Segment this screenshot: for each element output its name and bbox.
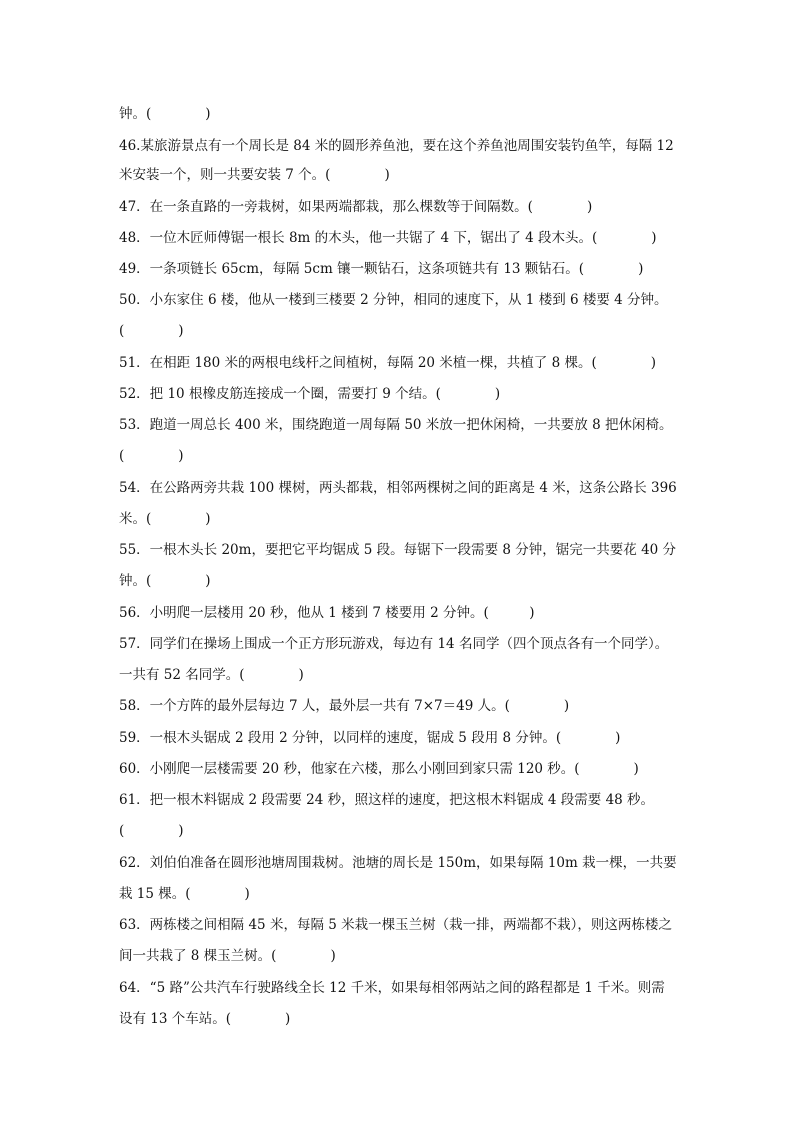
question-49: 49．一条项链长 65cm，每隔 5cm 镶一颗钻石，这条项链共有 13 颗钻石。( ) [119, 261, 644, 277]
question-46-line-2: 米安装一个，则一共要安装 7 个。( ) [119, 167, 390, 183]
question-58: 58．一个方阵的最外层每边 7 人，最外层一共有 7×7＝49 人。( ) [119, 698, 570, 714]
question-56: 56．小明爬一层楼用 20 秒，他从 1 楼到 7 楼要用 2 分钟。( ) [119, 605, 535, 621]
question-54-line-2: 米。( ) [119, 511, 211, 527]
question-55-line-2: 钟。( ) [119, 573, 211, 589]
question-50-line-1: 50．小东家住 6 楼，他从一楼到三楼要 2 分钟，相同的速度下，从 1 楼到 6 楼要 4 分钟。 [119, 292, 668, 308]
question-51: 51．在相距 180 米的两根电线杆之间植树，每隔 20 米植一棵，共植了 8 棵。( ) [119, 355, 656, 371]
question-53-line-1: 53．跑道一周总长 400 米，围绕跑道一周每隔 50 米放一把休闲椅，一共要放 8 把休闲椅。 [119, 417, 673, 433]
question-46-line-1: 46.某旅游景点有一个周长是 84 米的圆形养鱼池，要在这个养鱼池周围安装钓鱼竿，每隔 12 [119, 138, 674, 154]
question-59: 59．一根木头锯成 2 段用 2 分钟，以同样的速度，锯成 5 段用 8 分钟。( ) [119, 730, 621, 746]
question-63-line-2: 间一共栽了 8 棵玉兰树。( ) [119, 948, 336, 964]
question-64-line-1: 64．“5 路”公共汽车行驶路线全长 12 千米，如果每相邻两站之间的路程都是 1 千米。则需 [119, 980, 665, 996]
question-61-line-1: 61．把一根木料锯成 2 段需要 24 秒，照这样的速度，把这根木料锯成 4 段需要 48 秒。 [119, 792, 655, 808]
question-53-line-2: ( ) [119, 448, 184, 464]
question-54-line-1: 54．在公路两旁共栽 100 棵树，两头都栽，相邻两棵树之间的距离是 4 米，这条公路长 396 [119, 480, 677, 496]
question-57-line-1: 57．同学们在操场上围成一个正方形玩游戏，每边有 14 名同学（四个顶点各有一个同学）。 [119, 636, 669, 652]
question-62-line-1: 62．刘伯伯准备在圆形池塘周围栽树。池塘的周长是 150m，如果每隔 10m 栽一棵，一共要 [119, 855, 677, 871]
question-61-line-2: ( ) [119, 823, 184, 839]
question-55-line-1: 55．一根木头长 20m，要把它平均锯成 5 段。每锯下一段需要 8 分钟，锯完一共要花 40 分 [119, 542, 677, 558]
question-63-line-1: 63．两栋楼之间相隔 45 米，每隔 5 米栽一棵玉兰树（栽一排，两端都不栽），则这两栋楼之 [119, 917, 672, 933]
question-62-line-2: 栽 15 棵。( ) [119, 886, 250, 902]
question-47: 47．在一条直路的一旁栽树，如果两端都栽，那么棵数等于间隔数。( ) [119, 199, 593, 215]
question-52: 52．把 10 根橡皮筋连接成一个圈，需要打 9 个结。( ) [119, 386, 501, 402]
question-64-line-2: 设有 13 个车站。( ) [119, 1011, 291, 1027]
text-line-45-end: 钟。( ) [119, 106, 211, 122]
question-57-line-2: 一共有 52 名同学。( ) [119, 667, 304, 683]
question-60: 60．小刚爬一层楼需要 20 秒，他家在六楼，那么小刚回到家只需 120 秒。( ) [119, 761, 639, 777]
question-50-line-2: ( ) [119, 323, 184, 339]
question-48: 48．一位木匠师傅锯一根长 8m 的木头，他一共锯了 4 下，锯出了 4 段木头。( ) [119, 230, 657, 246]
